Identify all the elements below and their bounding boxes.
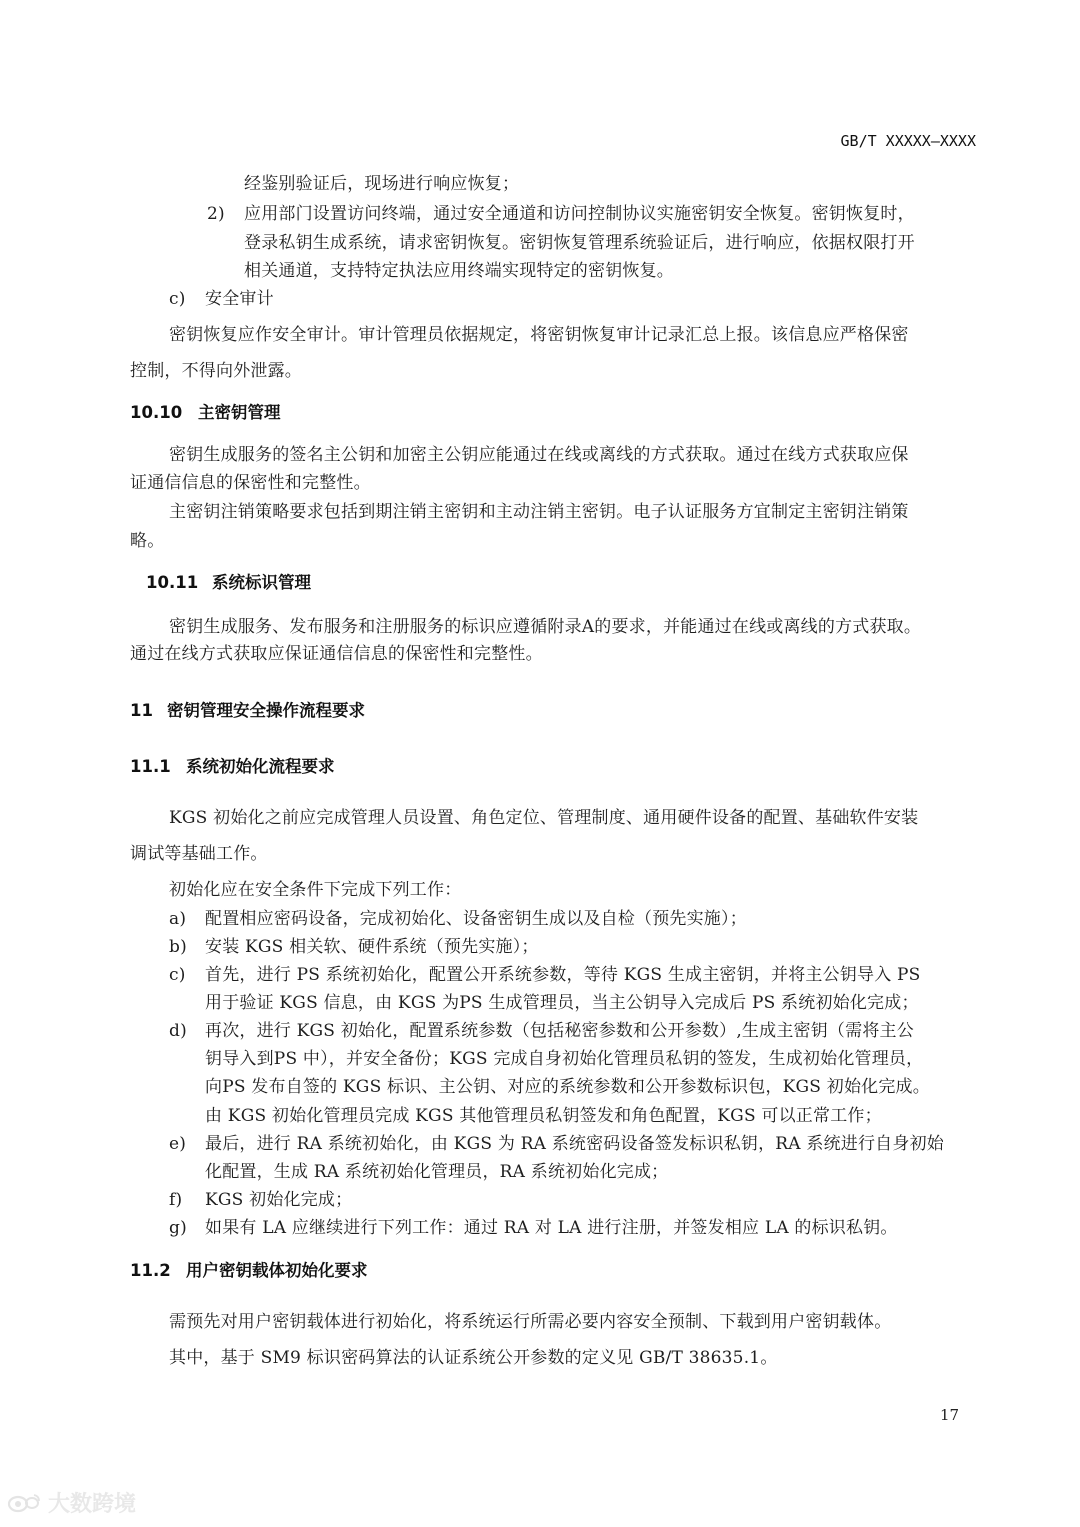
text-line: 主密钥注销策略要求包括到期注销主密钥和主动注销主密钥。电子认证服务方宜制定主密钥注销策 (169, 502, 909, 522)
list-marker: f) (169, 1190, 183, 1210)
list-marker: e) (169, 1134, 187, 1154)
text-line: 由 KGS 初始化管理员完成 KGS 其他管理员私钥签发和角色配置，KGS 可以正常工作； (205, 1106, 882, 1126)
section-title: 系统初始化流程要求 (186, 757, 335, 776)
section-number: 10.10 (130, 403, 183, 422)
text-line: KGS 初始化完成； (205, 1190, 353, 1210)
text-line: 用于验证 KGS 信息，由 KGS 为PS 生成管理员，当主公钥导入完成后 PS 系统初始化完成； (205, 993, 919, 1013)
text-line: KGS 初始化之前应完成管理人员设置、角色定位、管理制度、通用硬件设备的配置、基础软件安装 (169, 808, 919, 828)
section-title: 系统标识管理 (212, 573, 311, 592)
text-line: 配置相应密码设备，完成初始化、设备密钥生成以及自检（预先实施）； (205, 909, 747, 929)
section-heading-11-2 (130, 1260, 368, 1282)
text-line: 调试等基础工作。 (130, 844, 268, 864)
list-marker: g) (169, 1218, 187, 1238)
section-title: 主密钥管理 (198, 403, 281, 422)
list-marker: b) (169, 937, 187, 957)
weibo-style-eye-logo-icon (6, 1492, 42, 1514)
text-line: 最后，进行 RA 系统初始化，由 KGS 为 RA 系统密码设备签发标识私钥，RA 系统进行自身初始 (205, 1134, 944, 1154)
standard-code-header: GB/T XXXXX—XXXX (840, 132, 976, 150)
text-line: 化配置，生成 RA 系统初始化管理员，RA 系统初始化完成； (205, 1162, 669, 1182)
section-number: 11.2 (130, 1261, 171, 1280)
list-marker: a) (169, 909, 187, 929)
list-marker: d) (169, 1021, 187, 1041)
text-line: 通过在线方式获取应保证通信信息的保密性和完整性。 (130, 644, 543, 664)
text-line: 密钥生成服务、发布服务和注册服务的标识应遵循附录A的要求，并能通过在线或离线的方式获取。 (169, 617, 922, 637)
text-line: 密钥生成服务的签名主公钥和加密主公钥应能通过在线或离线的方式获取。通过在线方式获取应保 (169, 445, 909, 465)
text-line: 相关通道，支持特定执法应用终端实现特定的密钥恢复。 (244, 261, 674, 281)
text-line: 首先，进行 PS 系统初始化，配置公开系统参数，等待 KGS 生成主密钥，并将主公钥导入 PS (205, 965, 921, 985)
section-heading-10-11 (146, 572, 311, 594)
text-line: 证通信信息的保密性和完整性。 (130, 473, 371, 493)
section-heading-11-1 (130, 756, 335, 778)
text-line: 安装 KGS 相关软、硬件系统（预先实施）； (205, 937, 539, 957)
text-line: 钥导入到PS 中），并安全备份；KGS 完成自身初始化管理员私钥的签发，生成初始化管理员， (205, 1049, 924, 1069)
list-marker: c) (169, 289, 186, 309)
text-line: 经鉴别验证后，现场进行响应恢复； (244, 174, 520, 194)
section-title: 密钥管理安全操作流程要求 (167, 701, 365, 720)
page-number: 17 (940, 1406, 960, 1424)
section-heading-11 (130, 700, 365, 722)
text-line: 登录私钥生成系统，请求密钥恢复。密钥恢复管理系统验证后，进行响应，依据权限打开 (244, 233, 915, 253)
text-line: 向PS 发布自签的 KGS 标识、主公钥、对应的系统参数和公开参数标识包，KGS 初始化完成。 (205, 1077, 930, 1097)
text-line: 应用部门设置访问终端，通过安全通道和访问控制协议实施密钥安全恢复。密钥恢复时， (244, 204, 915, 224)
watermark (6, 1487, 136, 1518)
text-line: 其中，基于 SM9 标识密码算法的认证系统公开参数的定义见 GB/T 38635.1。 (169, 1348, 778, 1368)
text-line: 安全审计 (205, 289, 274, 309)
section-heading-10-10 (130, 402, 281, 424)
text-line: 密钥恢复应作安全审计。审计管理员依据规定，将密钥恢复审计记录汇总上报。该信息应严格保密 (169, 325, 909, 345)
text-line: 略。 (130, 531, 165, 551)
list-marker: c) (169, 965, 186, 985)
text-line: 控制，不得向外泄露。 (130, 361, 302, 381)
list-marker: 2) (207, 204, 225, 224)
section-number: 11 (130, 701, 153, 720)
section-number: 10.11 (146, 573, 199, 592)
text-line: 初始化应在安全条件下完成下列工作： (169, 880, 462, 900)
text-line: 需预先对用户密钥载体进行初始化，将系统运行所需必要内容安全预制、下载到用户密钥载体。 (169, 1312, 892, 1332)
watermark-text: 大数跨境 (48, 1492, 137, 1517)
section-title: 用户密钥载体初始化要求 (186, 1261, 368, 1280)
text-line: 如果有 LA 应继续进行下列工作：通过 RA 对 LA 进行注册，并签发相应 LA 的标识私钥。 (205, 1218, 898, 1238)
section-number: 11.1 (130, 757, 171, 776)
text-line: 再次，进行 KGS 初始化，配置系统参数（包括秘密参数和公开参数）,生成主密钥（需将主公 (205, 1021, 914, 1041)
